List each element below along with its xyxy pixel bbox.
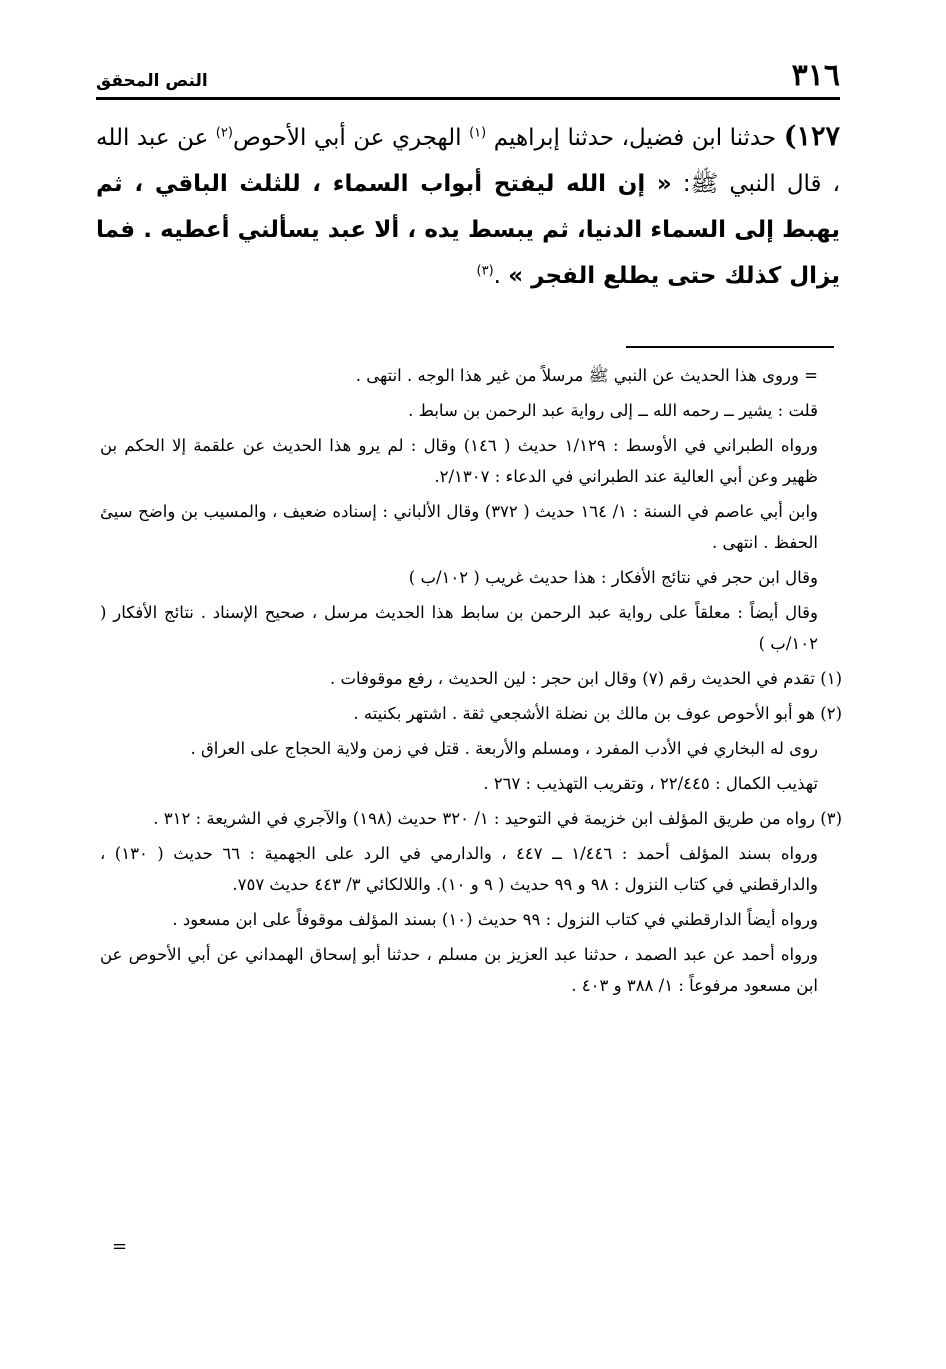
continues-mark: = bbox=[112, 1236, 128, 1257]
hadith-opening: حدثنا ابن فضيل، حدثنا إبراهيم bbox=[493, 125, 777, 151]
footnote-ref-1: (١) bbox=[469, 125, 487, 141]
footnote-ref-2: (٢) bbox=[215, 125, 233, 141]
hadith-chain: الهجري عن أبي الأحوص bbox=[232, 125, 462, 151]
hadith-number: ١٢٧) bbox=[783, 121, 841, 152]
note-line: تهذيب الكمال : ٢٢/٤٤٥ ، وتقريب التهذيب : ٢٦٧ . bbox=[483, 774, 818, 793]
note-line: وقال أيضاً : معلقاً على رواية عبد الرحمن بن سابط هذا الحديث مرسل ، صحيح الإسناد . نتائج الأفكار ( ١٠٢/ب ) bbox=[100, 603, 818, 653]
footnote-3: (٣) رواه من طريق المؤلف ابن خزيمة في التوحيد : ١/ ٣٢٠ حديث (١٩٨) والآجري في الشريعة : ٣١٢ . bbox=[153, 809, 842, 828]
footnote-ref-3: (٣) bbox=[476, 263, 494, 279]
note-line: ورواه أحمد عن عبد الصمد ، حدثنا عبد العزيز بن مسلم ، حدثنا أبو إسحاق الهمداني عن أبي الأحوص عن ابن مسعود مرفوعاً : ١/ ٣٨٨ و ٤٠٣ . bbox=[100, 945, 819, 995]
footnote-2: (٢) هو أبو الأحوص عوف بن مالك بن نضلة الأشجعي ثقة . اشتهر بكنيته . bbox=[353, 704, 842, 723]
note-line: ورواه أيضاً الدارقطني في كتاب النزول : ٩٩ حديث (١٠) بسند المؤلف موقوفاً على ابن مسعود . bbox=[172, 910, 818, 929]
note-line: روى له البخاري في الأدب المفرد ، ومسلم والأربعة . قتل في زمن ولاية الحجاج على العراق . bbox=[190, 739, 818, 758]
hadith-end: . bbox=[493, 263, 501, 289]
hadith-quote: « إن الله ليفتح أبواب السماء ، للثلث الباقي ، ثم يهبط إلى السماء الدنيا، ثم يبسط يده ، ألا عبد يسألني أعطيه . فما يزال كذلك حتى يطلع الفجر » bbox=[96, 171, 840, 289]
note-line: قلت : يشير ــ رحمه الله ــ إلى رواية عبد الرحمن بن سابط . bbox=[408, 401, 818, 420]
note-line: ورواه بسند المؤلف أحمد : ١/٤٤٦ ــ ٤٤٧ ، والدارمي في الرد على الجهمية : ٦٦ حديث ( ١٣٠) ، والدارقطني في كتاب النزول : ٩٨ و ٩٩ حديث ( ٩ و ١٠). واللالكائي ٣/ ٤٤٣ حديث ٧٥٧. bbox=[100, 844, 818, 894]
page-number: ٣١٦ bbox=[791, 58, 840, 93]
hadith-narration: عن عبد الله ، قال النبي ﷺ: bbox=[96, 125, 840, 197]
hadith-text bbox=[96, 114, 840, 299]
note-line: وابن أبي عاصم في السنة : ١/ ١٦٤ حديث ( ٣٧٢) وقال الألباني : إسناده ضعيف ، والمسيب بن واضح سيئ الحفظ . انتهى . bbox=[100, 502, 819, 552]
footnote-1: (١) تقدم في الحديث رقم (٧) وقال ابن حجر : لين الحديث ، رفع موقوفات . bbox=[329, 669, 842, 688]
note-line: = وروى هذا الحديث عن النبي ﷺ مرسلاً من غير هذا الوجه . انتهى . bbox=[355, 366, 818, 385]
footnote-divider bbox=[626, 346, 834, 348]
page-header bbox=[96, 58, 840, 98]
running-title: النص المحقق bbox=[96, 71, 208, 91]
footnotes bbox=[100, 360, 842, 1005]
note-line: وقال ابن حجر في نتائج الأفكار : هذا حديث غريب ( ١٠٢/ب ) bbox=[408, 568, 818, 587]
header-divider bbox=[96, 97, 840, 100]
hadith-paragraph bbox=[96, 114, 840, 299]
note-line: ورواه الطبراني في الأوسط : ١/١٢٩ حديث ( ١٤٦) وقال : لم يرو هذا الحديث عن علقمة إلا الحكم بن ظهير وعن أبي العالية عند الطبراني في الدعاء : ٢/١٣٠٧. bbox=[100, 436, 818, 486]
